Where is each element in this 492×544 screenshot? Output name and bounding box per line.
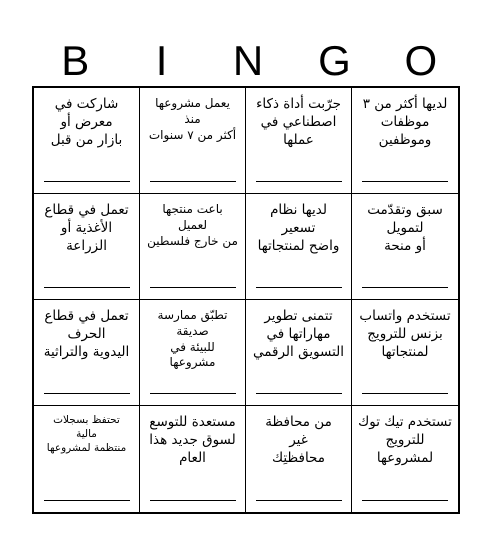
signature-line bbox=[256, 181, 342, 182]
signature-line bbox=[256, 500, 342, 501]
header-letter-b: B bbox=[61, 37, 90, 84]
bingo-cell[interactable] bbox=[34, 88, 140, 194]
signature-line bbox=[362, 500, 448, 501]
bingo-cell[interactable] bbox=[352, 406, 458, 512]
bingo-cell-text: لديها نظام تسعير واضح لمنتجاتها bbox=[257, 202, 340, 254]
bingo-cell-text: تستخدم تيك توك للترويج لمشروعها bbox=[358, 414, 452, 466]
bingo-cell-text: تعمل في قطاع الأغذية أو الزراعة bbox=[44, 202, 129, 254]
bingo-cell-text: تطبّق ممارسة صديقة للبيئة في مشروعها bbox=[157, 308, 228, 370]
bingo-cell[interactable] bbox=[140, 406, 246, 512]
bingo-cell[interactable] bbox=[246, 300, 352, 406]
bingo-cell-text: تعمل في قطاع الحرف اليدوية والتراثية bbox=[43, 308, 130, 360]
signature-line bbox=[362, 393, 448, 394]
bingo-cell[interactable] bbox=[34, 406, 140, 512]
signature-line bbox=[44, 393, 130, 394]
signature-line bbox=[256, 287, 342, 288]
bingo-cell-text: من محافظة غير محافظتِك bbox=[265, 414, 332, 466]
bingo-cell-text: مستعدة للتوسع لسوق جديد هذا العام bbox=[149, 414, 236, 466]
signature-line bbox=[44, 500, 130, 501]
header-letter-g: G bbox=[318, 37, 351, 84]
signature-line bbox=[150, 500, 236, 501]
signature-line bbox=[150, 181, 236, 182]
signature-line bbox=[150, 287, 236, 288]
bingo-cell[interactable] bbox=[34, 300, 140, 406]
bingo-cell[interactable] bbox=[140, 194, 246, 300]
header-letter-o: O bbox=[404, 37, 438, 84]
bingo-cell[interactable] bbox=[34, 194, 140, 300]
bingo-cell-text: شاركت في معرض أو بازار من قبل bbox=[50, 96, 123, 148]
signature-line bbox=[256, 393, 342, 394]
bingo-cell[interactable] bbox=[352, 300, 458, 406]
bingo-cell-text: جرّبت أداة ذكاء اصطناعي في عملها bbox=[256, 96, 341, 148]
bingo-cell[interactable] bbox=[246, 88, 352, 194]
bingo-cell-text: لديها أكثر من ٣ موظفات وموظفين bbox=[362, 96, 448, 148]
bingo-cell[interactable] bbox=[246, 406, 352, 512]
header-letter-i: I bbox=[155, 37, 168, 84]
bingo-cell-text: يعمل مشروعها منذ أكثر من ٧ سنوات bbox=[148, 96, 237, 142]
bingo-cell[interactable] bbox=[140, 88, 246, 194]
bingo-cell-text: تستخدم واتساب بزنس للترويج لمنتجاتها bbox=[359, 308, 451, 360]
signature-line bbox=[362, 181, 448, 182]
bingo-cell[interactable] bbox=[140, 300, 246, 406]
bingo-cell-text: تتمنى تطوير مهاراتها في التسويق الرقمي bbox=[252, 308, 345, 360]
bingo-card-grid bbox=[32, 86, 460, 514]
signature-line bbox=[362, 287, 448, 288]
bingo-cell-text: تحتفظ بسجلات مالية منتظمة لمشروعها bbox=[46, 414, 127, 454]
signature-line bbox=[44, 287, 130, 288]
bingo-cell-text: باعت منتجها لعميل من خارج فلسطين bbox=[147, 202, 238, 248]
bingo-cell[interactable] bbox=[352, 194, 458, 300]
bingo-cell[interactable] bbox=[246, 194, 352, 300]
bingo-cell[interactable] bbox=[352, 88, 458, 194]
header-letter-n: N bbox=[232, 37, 264, 84]
bingo-cell-text: سبق وتقدّمت لتمويل أو منحة bbox=[367, 202, 443, 254]
bingo-header bbox=[32, 36, 464, 86]
signature-line bbox=[44, 181, 130, 182]
signature-line bbox=[150, 393, 236, 394]
